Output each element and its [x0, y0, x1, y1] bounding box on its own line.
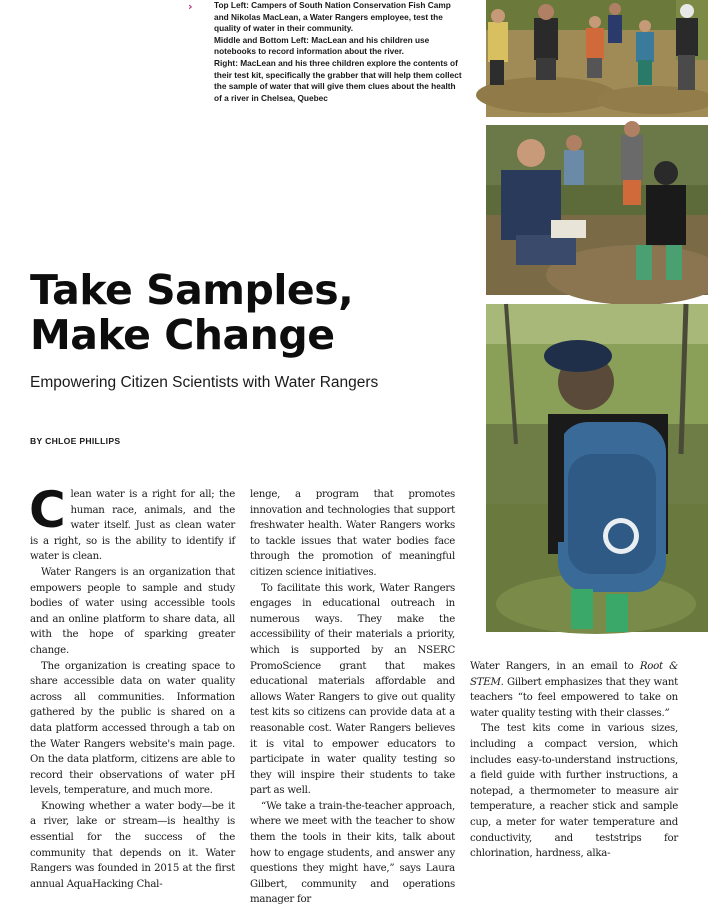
paragraph: The organization is creating space to share accessible data on water quality across all communities. Information gathered by the public is shared on a data platform accessed through a tab on the Water Rangers website's main page. On the data platform, citizens are able to record their observations of water pH levels, temperature, and much more.	[30, 660, 235, 797]
photo-maclean-notebook	[486, 125, 708, 295]
drop-cap: C	[29, 481, 66, 539]
paragraph: Clean water is a right for all; the human race, animals, and the water itself. Just as clean water is a right, so is the ability to identify if water is clean.	[29, 481, 235, 563]
body-column-2	[250, 487, 455, 908]
paragraph: To facilitate this work, Water Rangers engages in educational outreach in numerous ways. They make the accessibility of their materials a priority, which is supported by an NSERC PromoScience grant that makes educational materials affordable and allows Water Rangers to give out quality test kits so citizens can provide data at a reasonable cost. Water Rangers believes it is vital to empower educators to participate in water quality testing so they will inspire their students to take part as well.	[250, 582, 455, 797]
title-line-1: Take Samples,	[30, 266, 354, 314]
body-column-3	[470, 659, 678, 862]
paragraph: The test kits come in various sizes, including a compact version, which includes easy-to-understand instructions, a field guide with further instructions, a notepad, a thermometer to measure air temperature, a reacher stick and sample cup, a meter for water temperature and conductivity, and teststrips for chlorination, hardness, alka-	[470, 723, 678, 860]
photo-caption	[214, 0, 464, 104]
body-column-1	[29, 481, 235, 892]
caption-arrow-icon: ›	[188, 0, 193, 13]
title-line-2: Make Change	[30, 311, 335, 359]
paragraph: “We take a train-the-teacher approach, where we meet with the teacher to show them the tools in their kits, talk about how to engage students, and answer any questions they might have,” says Laura Gilbert, community and operations manager for	[250, 800, 455, 906]
paragraph: lenge, a program that promotes innovation and technologies that support freshwater health. Water Rangers works to tackle issues that water bodies face through the promotion of meaningful citizen science initiatives.	[250, 489, 455, 578]
article-subtitle: Empowering Citizen Scientists with Water Rangers	[30, 374, 379, 391]
caption-line-top-left: Top Left: Campers of South Nation Conservation Fish Camp and Nikolas MacLean, a Water Rangers employee, test the quality of water in their community.	[214, 0, 451, 34]
photo-child-backpack	[486, 304, 708, 632]
caption-line-right: Right: MacLean and his three children explore the contents of their test kit, specifically the grabber that will help them collect the sample of water that will give them clues about the health of a river in Chelsea, Quebec	[214, 57, 462, 103]
paragraph: Water Rangers, in an email to Root & STEM. Gilbert emphasizes that they want teachers “to feel empowered to take on water quality testing with their classes.”	[470, 661, 678, 719]
publication-name: Root & STEM	[470, 661, 678, 688]
article-title	[30, 268, 450, 358]
paragraph: Water Rangers is an organization that empowers people to sample and study bodies of water using accessible tools and an online platform to share data, all with the hope of sparking greater change.	[30, 566, 235, 656]
photo-campers-in-river	[486, 0, 708, 117]
caption-line-middle-bottom: Middle and Bottom Left: MacLean and his children use notebooks to record information about the river.	[214, 34, 430, 57]
article-byline: BY CHLOE PHILLIPS	[30, 436, 121, 446]
paragraph: Knowing whether a water body—be it a river, lake or stream—is healthy is essential for the success of the community that depends on it. Water Rangers was founded in 2015 at the first annual AquaHacking Chal-	[30, 800, 235, 890]
